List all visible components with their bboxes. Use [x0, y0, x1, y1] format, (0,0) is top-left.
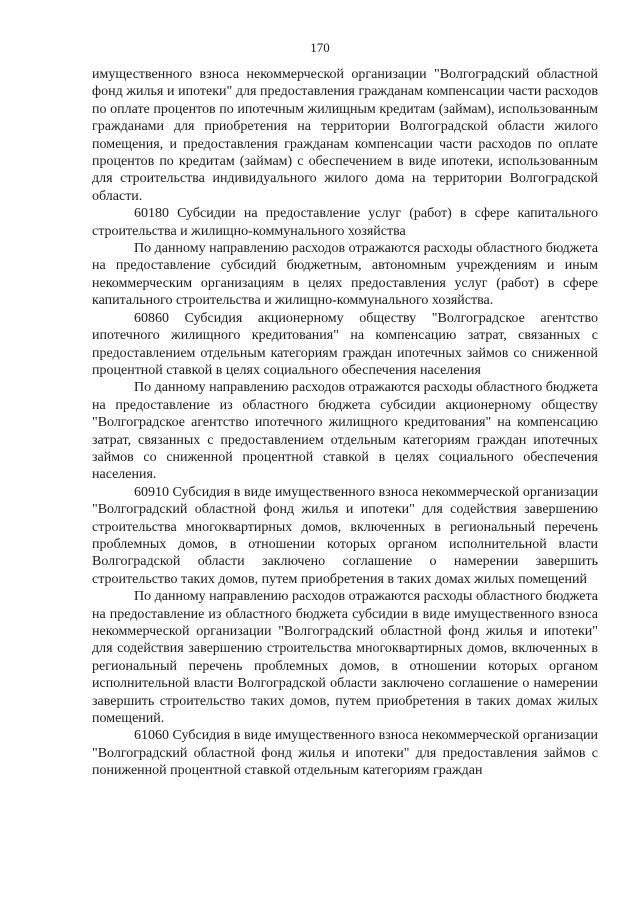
- paragraph-continuation: имущественного взноса некоммерческой организации "Волгоградский областной фонд жилья и ипотеки" для предоставления гражданам компенсации части расходов по оплате процентов по ипотечным жилищным кредитам (займам), использованным гражданами для приобретения на территории Волгоградской области жилого помещения, и предоставления гражданам компенсации части расходов по оплате процентов по кредитам (займам) с обеспечением в виде ипотеки, использованным для строительства индивидуального жилого дома на территории Волгоградской области.: [92, 67, 598, 204]
- paragraph-description-60180: По данному направлению расходов отражаются расходы областного бюджета на предоставление субсидий бюджетным, автономным учреждениям и иным некоммерческим организациям в целях предоставления услуг (работ) в сфере капитального строительства и жилищно-коммунального хозяйства.: [92, 241, 598, 309]
- document-body: [92, 66, 598, 780]
- page-number: 170: [310, 40, 330, 55]
- paragraph-description-60860: По данному направлению расходов отражаются расходы областного бюджета на предоставление из областного бюджета субсидии акционерному обществу "Волгоградское агентство ипотечного жилищного кредитования" на компенсацию затрат, связанных с предоставлением отдельным категориям граждан ипотечных займов со сниженной процентной ставкой в целях социального обеспечения населения.: [92, 380, 598, 483]
- paragraph-heading-60860: 60860 Субсидия акционерному обществу "Волгоградское агентство ипотечного жилищного кредитования" на компенсацию затрат, связанных с предоставлением отдельным категориям граждан ипотечных займов со сниженной процентной ставкой в целях социального обеспечения населения: [92, 310, 598, 378]
- paragraph-heading-60180: 60180 Субсидии на предоставление услуг (работ) в сфере капитального строительства и жилищно-коммунального хозяйства: [92, 206, 598, 239]
- paragraph-description-60910: По данному направлению расходов отражаются расходы областного бюджета на предоставление из областного бюджета субсидии в виде имущественного взноса некоммерческой организации "Волгоградский областной фонд жилья и ипотеки" для содействия завершению строительства многоквартирных домов, включенных в региональный перечень проблемных домов, в отношении которых органом исполнительной власти Волгоградской области заключено соглашение о намерении завершить строительство таких домов, путем приобретения в таких домах жилых помещений.: [92, 589, 598, 727]
- paragraph-heading-60910: 60910 Субсидия в виде имущественного взноса некоммерческой организации "Волгоградский областной фонд жилья и ипотеки" для содействия завершению строительства многоквартирных домов, включенных в региональный перечень проблемных домов, в отношении которых органом исполнительной власти Волгоградской области заключено соглашение о намерении завершить строительство таких домов, путем приобретения в таких домах жилых помещений: [92, 484, 598, 587]
- paragraph-heading-61060: 61060 Субсидия в виде имущественного взноса некоммерческой организации "Волгоградский областной фонд жилья и ипотеки" для предоставления займов с пониженной процентной ставкой отдельным категориям граждан: [92, 728, 598, 779]
